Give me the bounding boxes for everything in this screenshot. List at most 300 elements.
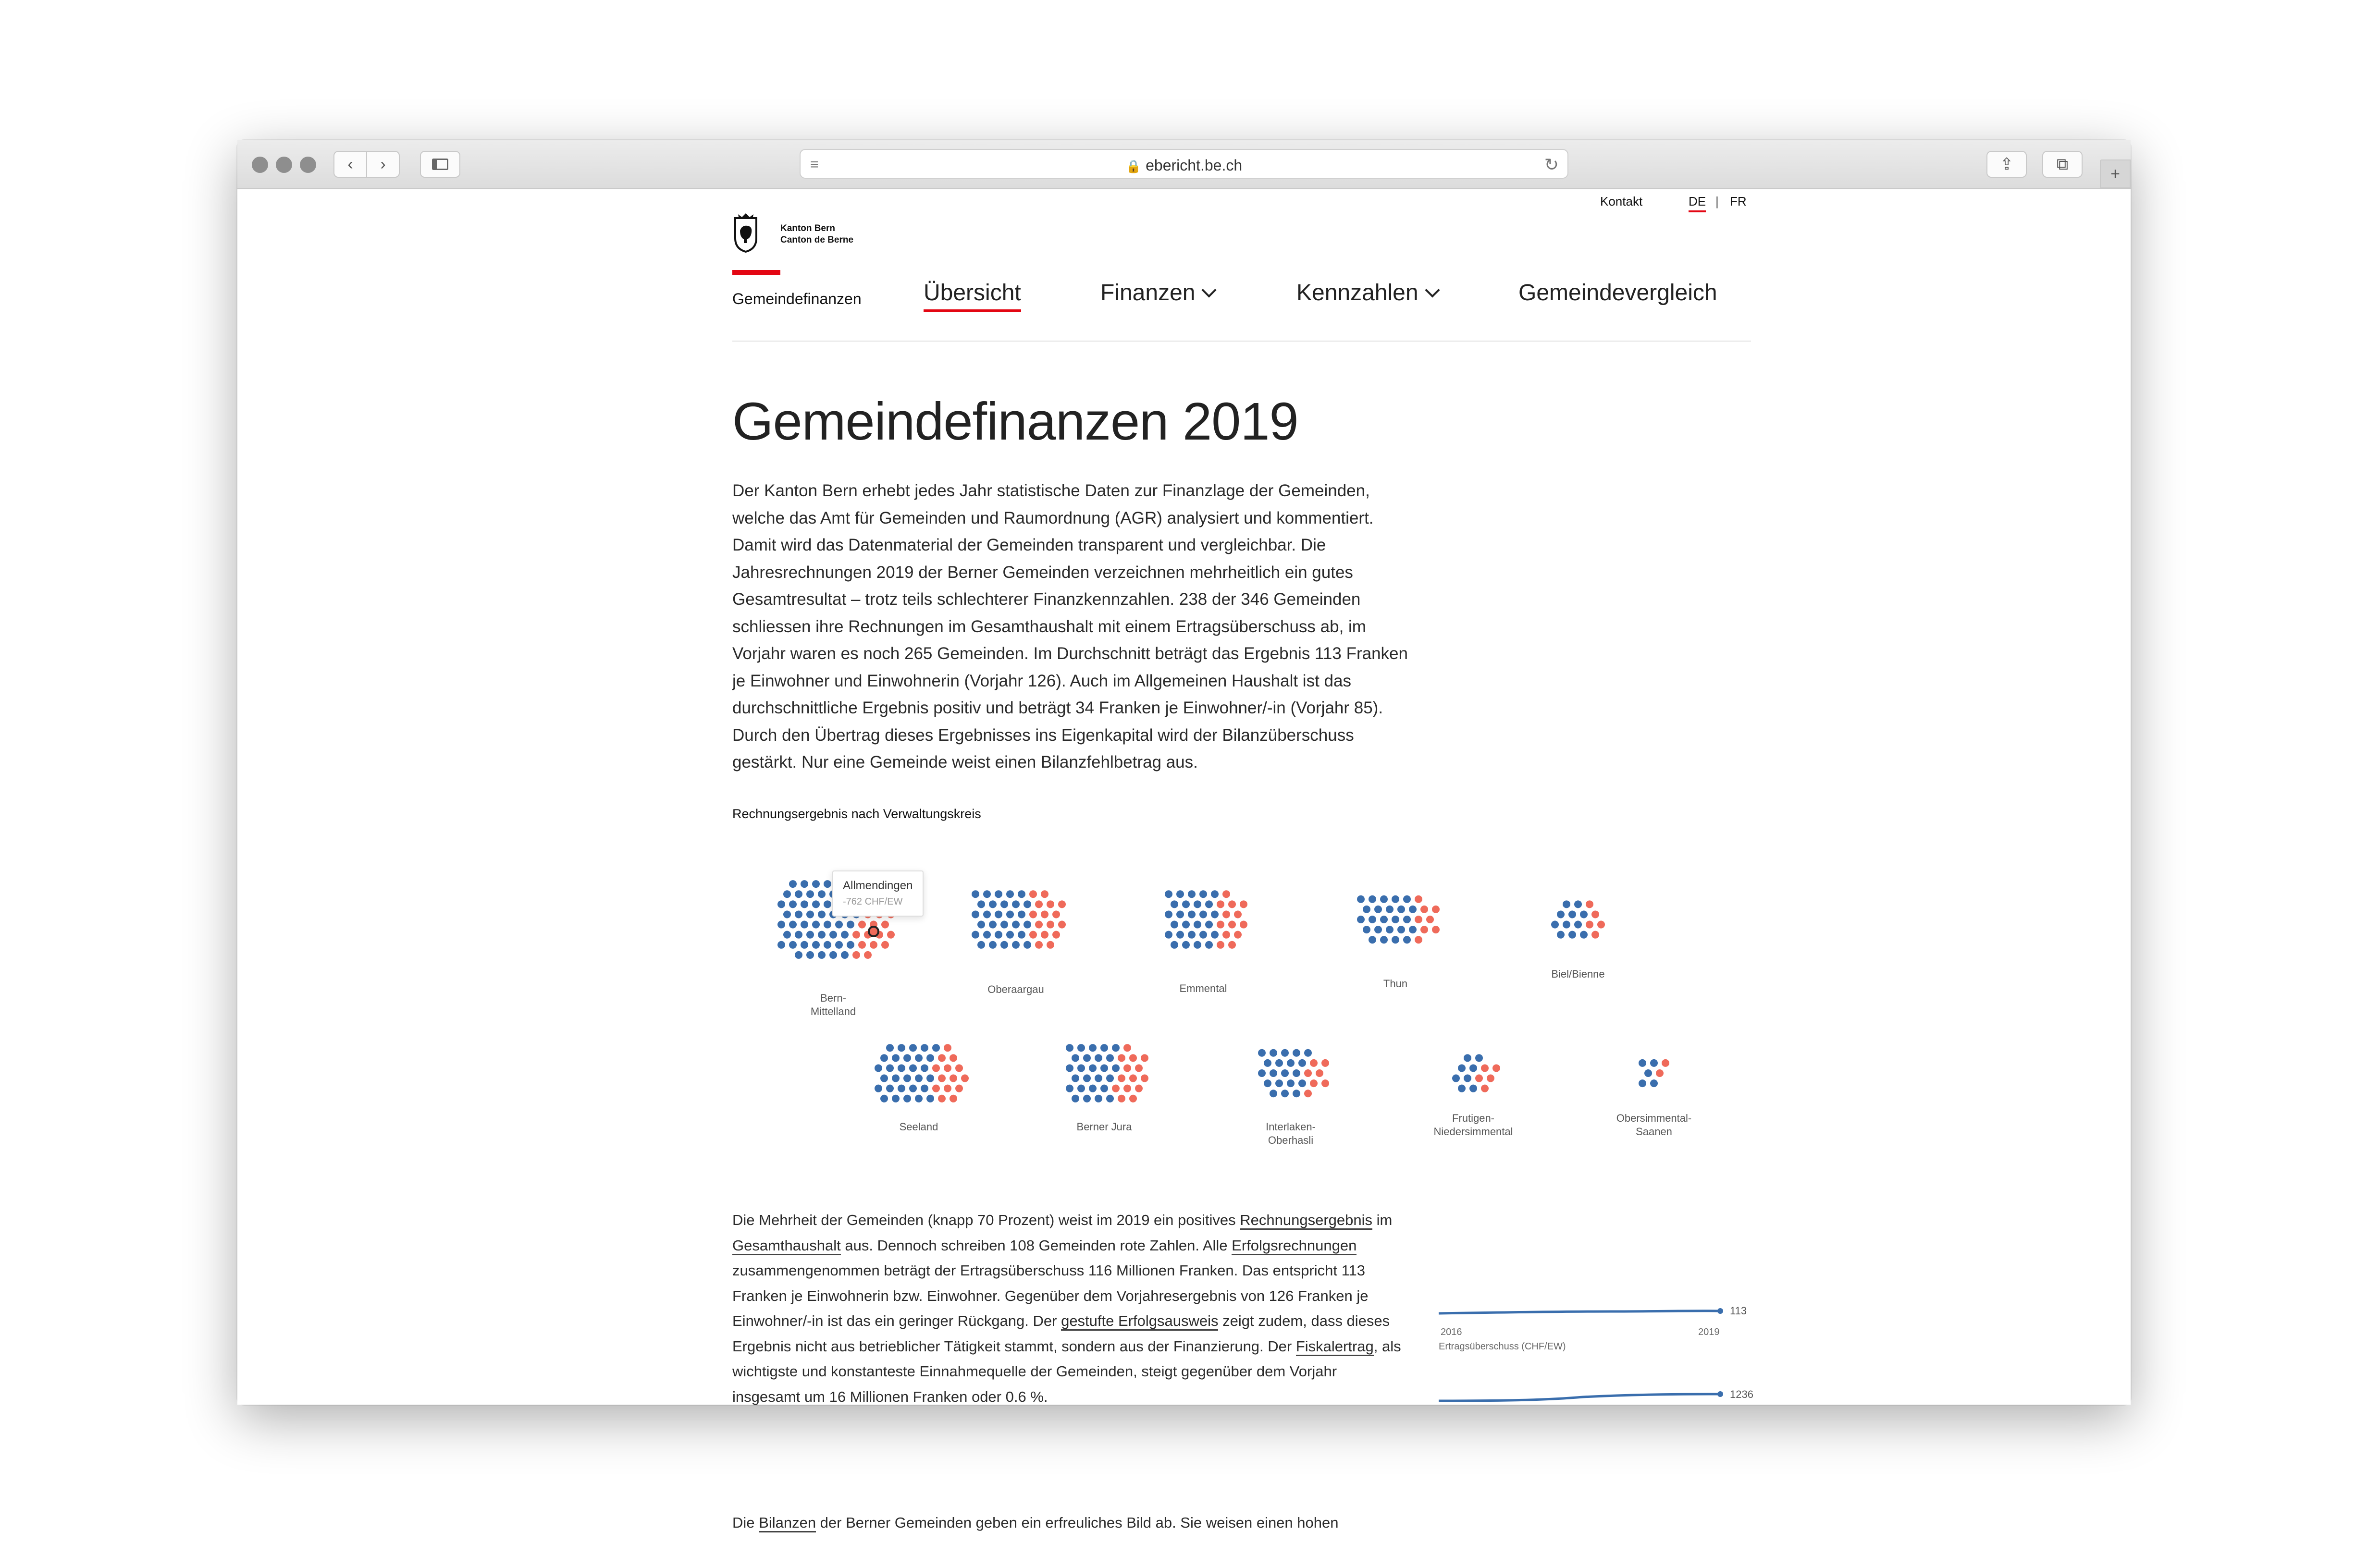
- municipality-dot-negative[interactable]: [1058, 921, 1066, 929]
- municipality-dot-positive[interactable]: [1258, 1069, 1266, 1077]
- municipality-dot-positive[interactable]: [1363, 906, 1370, 913]
- municipality-dot-negative[interactable]: [1415, 916, 1422, 923]
- municipality-dot-positive[interactable]: [972, 931, 979, 939]
- municipality-dot-positive[interactable]: [983, 931, 991, 939]
- tabs-overview-button[interactable]: [2042, 151, 2083, 178]
- municipality-dot-positive[interactable]: [829, 951, 837, 959]
- municipality-dot-positive[interactable]: [1270, 1090, 1277, 1097]
- municipality-dot-positive[interactable]: [1188, 931, 1196, 939]
- municipality-dot-negative[interactable]: [870, 941, 877, 949]
- municipality-dot-positive[interactable]: [801, 880, 808, 888]
- municipality-dot-positive[interactable]: [1112, 1064, 1120, 1072]
- municipality-dot-negative[interactable]: [1035, 900, 1043, 908]
- municipality-dot-positive[interactable]: [1072, 1095, 1079, 1102]
- municipality-dot-negative[interactable]: [1123, 1085, 1131, 1092]
- municipality-dot-positive[interactable]: [1012, 941, 1020, 949]
- nav-finanzen[interactable]: Finanzen: [1100, 280, 1214, 306]
- municipality-dot-positive[interactable]: [1089, 1085, 1097, 1092]
- municipality-dot-positive[interactable]: [898, 1064, 905, 1072]
- municipality-dot-positive[interactable]: [789, 880, 797, 888]
- lang-fr-link[interactable]: FR: [1730, 194, 1747, 208]
- municipality-dot-positive[interactable]: [783, 931, 791, 939]
- new-tab-button[interactable]: [2100, 159, 2131, 188]
- municipality-dot-positive[interactable]: [1100, 1085, 1108, 1092]
- municipality-dot-negative[interactable]: [1047, 941, 1054, 949]
- nav-uebersicht[interactable]: Übersicht: [924, 280, 1021, 306]
- municipality-dot-positive[interactable]: [1304, 1049, 1312, 1057]
- glossary-link[interactable]: Rechnungsergebnis: [1240, 1212, 1372, 1230]
- municipality-dot-positive[interactable]: [915, 1075, 923, 1082]
- municipality-dot-positive[interactable]: [1018, 910, 1025, 918]
- municipality-dot-negative[interactable]: [1481, 1064, 1489, 1072]
- municipality-dot-positive[interactable]: [1275, 1079, 1283, 1087]
- municipality-dot-positive[interactable]: [977, 941, 985, 949]
- municipality-dot-negative[interactable]: [1112, 1085, 1120, 1092]
- municipality-dot-negative[interactable]: [1234, 931, 1242, 939]
- municipality-dot-positive[interactable]: [795, 951, 802, 959]
- municipality-dot-positive[interactable]: [983, 890, 991, 898]
- municipality-dot-negative[interactable]: [944, 1044, 951, 1052]
- municipality-dot-positive[interactable]: [824, 941, 831, 949]
- municipality-dot-positive[interactable]: [1024, 941, 1031, 949]
- municipality-dot-negative[interactable]: [1234, 910, 1242, 918]
- municipality-dot-negative[interactable]: [1475, 1075, 1483, 1082]
- municipality-dot-positive[interactable]: [1000, 900, 1008, 908]
- municipality-dot-negative[interactable]: [1129, 1075, 1137, 1082]
- municipality-dot-negative[interactable]: [881, 921, 889, 929]
- municipality-dot-negative[interactable]: [1217, 921, 1224, 929]
- municipality-dot-positive[interactable]: [1018, 931, 1025, 939]
- municipality-dot-negative[interactable]: [1304, 1090, 1312, 1097]
- municipality-dot-negative[interactable]: [961, 1075, 969, 1082]
- municipality-dot-negative[interactable]: [1432, 926, 1440, 933]
- municipality-dot-positive[interactable]: [880, 1054, 888, 1062]
- municipality-dot-negative[interactable]: [1041, 910, 1048, 918]
- municipality-dot-positive[interactable]: [1287, 1079, 1295, 1087]
- municipality-dot-positive[interactable]: [1650, 1079, 1658, 1087]
- municipality-dot-positive[interactable]: [812, 900, 820, 908]
- municipality-dot-positive[interactable]: [915, 1095, 923, 1102]
- municipality-dot-positive[interactable]: [1095, 1095, 1102, 1102]
- municipality-dot-positive[interactable]: [1374, 926, 1382, 933]
- municipality-dot-positive[interactable]: [921, 1044, 928, 1052]
- municipality-dot-positive[interactable]: [995, 931, 1002, 939]
- municipality-dot-positive[interactable]: [841, 931, 849, 939]
- contact-link[interactable]: Kontakt: [1600, 194, 1643, 208]
- municipality-dot-negative[interactable]: [944, 1064, 951, 1072]
- municipality-dot-positive[interactable]: [1012, 921, 1020, 929]
- municipality-dot-negative[interactable]: [1432, 906, 1440, 913]
- municipality-dot-positive[interactable]: [977, 921, 985, 929]
- municipality-dot-positive[interactable]: [835, 941, 843, 949]
- municipality-dot-positive[interactable]: [1574, 921, 1582, 929]
- municipality-dot-positive[interactable]: [1380, 895, 1388, 903]
- reload-icon[interactable]: ↻: [1544, 155, 1559, 174]
- municipality-dot-positive[interactable]: [989, 900, 997, 908]
- municipality-dot-negative[interactable]: [1141, 1054, 1148, 1062]
- municipality-dot-positive[interactable]: [1264, 1059, 1271, 1067]
- municipality-dot-positive[interactable]: [1000, 941, 1008, 949]
- municipality-dot-negative[interactable]: [1029, 890, 1037, 898]
- municipality-dot-negative[interactable]: [1047, 900, 1054, 908]
- municipality-dot-negative[interactable]: [1228, 900, 1236, 908]
- municipality-dot-negative[interactable]: [1304, 1069, 1312, 1077]
- municipality-dot-positive[interactable]: [1066, 1085, 1073, 1092]
- municipality-dot-positive[interactable]: [1006, 890, 1014, 898]
- municipality-dot-positive[interactable]: [1165, 890, 1172, 898]
- municipality-dot-positive[interactable]: [1182, 900, 1190, 908]
- municipality-dot-positive[interactable]: [1095, 1054, 1102, 1062]
- municipality-dot-positive[interactable]: [812, 921, 820, 929]
- municipality-dot-positive[interactable]: [1211, 910, 1219, 918]
- municipality-dot-positive[interactable]: [977, 900, 985, 908]
- municipality-dot-negative[interactable]: [1415, 936, 1422, 943]
- municipality-dot-positive[interactable]: [903, 1095, 911, 1102]
- municipality-dot-positive[interactable]: [1072, 1075, 1079, 1082]
- municipality-dot-positive[interactable]: [909, 1064, 917, 1072]
- municipality-dot-positive[interactable]: [806, 890, 814, 898]
- municipality-dot-negative[interactable]: [1029, 910, 1037, 918]
- municipality-dot-negative[interactable]: [938, 1075, 946, 1082]
- municipality-dot-negative[interactable]: [950, 1095, 957, 1102]
- municipality-dot-positive[interactable]: [1409, 926, 1417, 933]
- municipality-dot-positive[interactable]: [1281, 1049, 1289, 1057]
- municipality-dot-positive[interactable]: [783, 910, 791, 918]
- municipality-dot-negative[interactable]: [1129, 1054, 1137, 1062]
- municipality-dot-negative[interactable]: [950, 1054, 957, 1062]
- municipality-dot-positive[interactable]: [829, 931, 837, 939]
- municipality-dot-positive[interactable]: [1469, 1064, 1477, 1072]
- municipality-dot-positive[interactable]: [1194, 941, 1201, 949]
- municipality-dot-positive[interactable]: [1563, 921, 1570, 929]
- municipality-dot-positive[interactable]: [1403, 936, 1411, 943]
- municipality-dot-positive[interactable]: [1386, 906, 1394, 913]
- municipality-dot-positive[interactable]: [1551, 921, 1559, 929]
- municipality-dot-positive[interactable]: [1100, 1064, 1108, 1072]
- municipality-dot-positive[interactable]: [1199, 910, 1207, 918]
- municipality-dot-negative[interactable]: [852, 931, 860, 939]
- municipality-dot-negative[interactable]: [1487, 1075, 1494, 1082]
- municipality-dot-positive[interactable]: [909, 1044, 917, 1052]
- municipality-dot-negative[interactable]: [1481, 1085, 1489, 1092]
- municipality-dot-positive[interactable]: [1112, 1044, 1120, 1052]
- municipality-dot-negative[interactable]: [1222, 890, 1230, 898]
- municipality-dot-positive[interactable]: [841, 951, 849, 959]
- highlighted-municipality-dot[interactable]: [869, 927, 878, 936]
- municipality-dot-positive[interactable]: [1397, 906, 1405, 913]
- municipality-dot-positive[interactable]: [1464, 1075, 1471, 1082]
- municipality-dot-positive[interactable]: [1650, 1059, 1658, 1067]
- municipality-dot-positive[interactable]: [1018, 890, 1025, 898]
- glossary-link[interactable]: Fiskalertrag: [1296, 1338, 1374, 1356]
- municipality-dot-positive[interactable]: [1072, 1054, 1079, 1062]
- municipality-dot-positive[interactable]: [1458, 1064, 1466, 1072]
- municipality-dot-negative[interactable]: [1123, 1064, 1131, 1072]
- municipality-dot-positive[interactable]: [1077, 1064, 1085, 1072]
- municipality-dot-positive[interactable]: [1568, 931, 1576, 939]
- municipality-dot-positive[interactable]: [777, 900, 785, 908]
- municipality-dot-positive[interactable]: [1392, 916, 1399, 923]
- municipality-dot-positive[interactable]: [1106, 1095, 1114, 1102]
- municipality-dot-positive[interactable]: [789, 941, 797, 949]
- municipality-dot-positive[interactable]: [1580, 931, 1588, 939]
- brand-link[interactable]: Gemeindefinanzen: [732, 290, 862, 307]
- municipality-dot-positive[interactable]: [1066, 1064, 1073, 1072]
- municipality-dot-negative[interactable]: [955, 1085, 963, 1092]
- municipality-dot-positive[interactable]: [1077, 1085, 1085, 1092]
- municipality-dot-positive[interactable]: [847, 921, 854, 929]
- municipality-dot-negative[interactable]: [1118, 1095, 1125, 1102]
- municipality-dot-positive[interactable]: [777, 941, 785, 949]
- municipality-dot-positive[interactable]: [1270, 1069, 1277, 1077]
- municipality-dot-positive[interactable]: [818, 951, 826, 959]
- glossary-link[interactable]: Bilanzen: [759, 1514, 816, 1532]
- municipality-dot-positive[interactable]: [1369, 936, 1376, 943]
- municipality-dot-positive[interactable]: [1171, 900, 1178, 908]
- municipality-dot-positive[interactable]: [1475, 1054, 1483, 1062]
- municipality-dot-negative[interactable]: [1118, 1075, 1125, 1082]
- municipality-dot-positive[interactable]: [1380, 916, 1388, 923]
- nav-gemeindevergleich[interactable]: Gemeindevergleich: [1518, 280, 1717, 306]
- municipality-dot-positive[interactable]: [812, 880, 820, 888]
- municipality-dot-positive[interactable]: [1469, 1085, 1477, 1092]
- municipality-dot-positive[interactable]: [1095, 1075, 1102, 1082]
- municipality-dot-positive[interactable]: [824, 900, 831, 908]
- municipality-dot-positive[interactable]: [1369, 895, 1376, 903]
- address-bar[interactable]: [800, 149, 1568, 179]
- glossary-link[interactable]: gestufte Erfolgsausweis: [1061, 1312, 1218, 1331]
- municipality-dot-positive[interactable]: [806, 910, 814, 918]
- municipality-dot-positive[interactable]: [1171, 921, 1178, 929]
- municipality-dot-negative[interactable]: [944, 1085, 951, 1092]
- municipality-dot-negative[interactable]: [1310, 1059, 1318, 1067]
- municipality-dot-positive[interactable]: [1211, 931, 1219, 939]
- municipality-dot-positive[interactable]: [886, 1064, 894, 1072]
- glossary-link[interactable]: Gesamthaushalt: [732, 1237, 841, 1255]
- municipality-dot-negative[interactable]: [1041, 931, 1048, 939]
- municipality-dot-negative[interactable]: [1129, 1095, 1137, 1102]
- municipality-dot-positive[interactable]: [1006, 931, 1014, 939]
- municipality-dot-positive[interactable]: [783, 890, 791, 898]
- municipality-dot-positive[interactable]: [795, 931, 802, 939]
- municipality-dot-negative[interactable]: [1426, 916, 1434, 923]
- municipality-dot-positive[interactable]: [1188, 910, 1196, 918]
- glossary-link[interactable]: Erfolgsrechnungen: [1232, 1237, 1357, 1255]
- municipality-dot-positive[interactable]: [1281, 1090, 1289, 1097]
- municipality-dot-positive[interactable]: [926, 1075, 934, 1082]
- municipality-dot-positive[interactable]: [795, 890, 802, 898]
- municipality-dot-positive[interactable]: [1386, 926, 1394, 933]
- municipality-dot-negative[interactable]: [1217, 941, 1224, 949]
- municipality-dot-negative[interactable]: [955, 1064, 963, 1072]
- municipality-dot-positive[interactable]: [886, 1044, 894, 1052]
- municipality-dot-positive[interactable]: [824, 880, 831, 888]
- municipality-dot-negative[interactable]: [1662, 1059, 1669, 1067]
- municipality-dot-positive[interactable]: [1397, 926, 1405, 933]
- municipality-dot-positive[interactable]: [1066, 1044, 1073, 1052]
- municipality-dot-positive[interactable]: [903, 1075, 911, 1082]
- municipality-dot-positive[interactable]: [801, 921, 808, 929]
- municipality-dot-negative[interactable]: [1029, 931, 1037, 939]
- municipality-dot-positive[interactable]: [806, 951, 814, 959]
- municipality-dot-negative[interactable]: [1135, 1085, 1143, 1092]
- municipality-dot-positive[interactable]: [1176, 890, 1184, 898]
- municipality-dot-negative[interactable]: [852, 951, 860, 959]
- municipality-dot-positive[interactable]: [892, 1095, 900, 1102]
- zoom-window-button[interactable]: [300, 157, 316, 173]
- municipality-dot-positive[interactable]: [1024, 900, 1031, 908]
- municipality-dot-positive[interactable]: [1083, 1095, 1091, 1102]
- municipality-dot-positive[interactable]: [915, 1054, 923, 1062]
- municipality-dot-positive[interactable]: [1165, 931, 1172, 939]
- municipality-dot-positive[interactable]: [1458, 1085, 1466, 1092]
- municipality-dot-negative[interactable]: [1228, 941, 1236, 949]
- municipality-dot-positive[interactable]: [1298, 1059, 1306, 1067]
- municipality-dot-positive[interactable]: [801, 941, 808, 949]
- municipality-dot-positive[interactable]: [1000, 921, 1008, 929]
- close-window-button[interactable]: [252, 157, 268, 173]
- municipality-dot-negative[interactable]: [1420, 906, 1428, 913]
- municipality-dot-positive[interactable]: [995, 910, 1002, 918]
- municipality-dot-positive[interactable]: [835, 921, 843, 929]
- municipality-dot-negative[interactable]: [1035, 941, 1043, 949]
- municipality-dot-positive[interactable]: [818, 910, 826, 918]
- municipality-dot-negative[interactable]: [1222, 910, 1230, 918]
- municipality-dot-positive[interactable]: [1363, 926, 1370, 933]
- municipality-dot-negative[interactable]: [932, 1064, 940, 1072]
- municipality-dot-positive[interactable]: [789, 921, 797, 929]
- municipality-dot-positive[interactable]: [1298, 1079, 1306, 1087]
- municipality-dot-positive[interactable]: [903, 1054, 911, 1062]
- municipality-dot-negative[interactable]: [1047, 921, 1054, 929]
- municipality-dot-positive[interactable]: [898, 1085, 905, 1092]
- municipality-dot-positive[interactable]: [1194, 921, 1201, 929]
- municipality-dot-negative[interactable]: [1052, 910, 1060, 918]
- municipality-dot-positive[interactable]: [1258, 1049, 1266, 1057]
- municipality-dot-positive[interactable]: [886, 1085, 894, 1092]
- municipality-dot-positive[interactable]: [1205, 941, 1213, 949]
- municipality-dot-positive[interactable]: [875, 1064, 882, 1072]
- municipality-dot-positive[interactable]: [1557, 910, 1565, 918]
- municipality-dot-negative[interactable]: [1222, 931, 1230, 939]
- municipality-dot-negative[interactable]: [858, 921, 866, 929]
- municipality-dot-negative[interactable]: [1228, 921, 1236, 929]
- municipality-dot-positive[interactable]: [1357, 916, 1365, 923]
- municipality-dot-positive[interactable]: [880, 1075, 888, 1082]
- municipality-dot-positive[interactable]: [1106, 1075, 1114, 1082]
- municipality-dot-positive[interactable]: [1106, 1054, 1114, 1062]
- municipality-dot-positive[interactable]: [1205, 921, 1213, 929]
- municipality-dot-positive[interactable]: [1293, 1049, 1300, 1057]
- municipality-dot-positive[interactable]: [1199, 931, 1207, 939]
- municipality-dot-positive[interactable]: [989, 921, 997, 929]
- municipality-dot-negative[interactable]: [1052, 931, 1060, 939]
- municipality-dot-negative[interactable]: [887, 931, 895, 939]
- municipality-dot-positive[interactable]: [1100, 1044, 1108, 1052]
- municipality-dot-positive[interactable]: [824, 921, 831, 929]
- municipality-dot-negative[interactable]: [1240, 921, 1247, 929]
- municipality-dot-negative[interactable]: [1415, 895, 1422, 903]
- municipality-dot-positive[interactable]: [983, 910, 991, 918]
- municipality-dot-positive[interactable]: [1392, 895, 1399, 903]
- municipality-dot-positive[interactable]: [1293, 1069, 1300, 1077]
- municipality-dot-positive[interactable]: [1403, 895, 1411, 903]
- municipality-dot-positive[interactable]: [1293, 1090, 1300, 1097]
- municipality-dot-positive[interactable]: [1639, 1079, 1646, 1087]
- municipality-dot-positive[interactable]: [1089, 1064, 1097, 1072]
- municipality-dot-positive[interactable]: [1024, 921, 1031, 929]
- municipality-dot-positive[interactable]: [1264, 1079, 1271, 1087]
- municipality-dot-negative[interactable]: [1591, 931, 1599, 939]
- municipality-dot-positive[interactable]: [801, 900, 808, 908]
- back-button[interactable]: [333, 151, 367, 178]
- municipality-dot-positive[interactable]: [1409, 906, 1417, 913]
- municipality-dot-positive[interactable]: [1369, 916, 1376, 923]
- municipality-dot-positive[interactable]: [1182, 941, 1190, 949]
- municipality-dot-negative[interactable]: [1041, 890, 1048, 898]
- municipality-dot-negative[interactable]: [1586, 921, 1593, 929]
- municipality-dot-negative[interactable]: [1240, 900, 1247, 908]
- municipality-dot-negative[interactable]: [864, 951, 872, 959]
- municipality-dot-positive[interactable]: [1077, 1044, 1085, 1052]
- municipality-dot-positive[interactable]: [1089, 1044, 1097, 1052]
- municipality-dot-positive[interactable]: [1568, 910, 1576, 918]
- municipality-dot-positive[interactable]: [1287, 1059, 1295, 1067]
- municipality-dot-negative[interactable]: [1420, 926, 1428, 933]
- municipality-dot-positive[interactable]: [1403, 916, 1411, 923]
- municipality-dot-positive[interactable]: [1464, 1054, 1471, 1062]
- municipality-dot-positive[interactable]: [898, 1044, 905, 1052]
- municipality-dot-positive[interactable]: [818, 931, 826, 939]
- municipality-dot-positive[interactable]: [777, 921, 785, 929]
- municipality-dot-positive[interactable]: [1188, 890, 1196, 898]
- municipality-dot-negative[interactable]: [1135, 1064, 1143, 1072]
- municipality-dot-negative[interactable]: [938, 1054, 946, 1062]
- forward-button[interactable]: [366, 151, 400, 178]
- municipality-dot-positive[interactable]: [972, 910, 979, 918]
- municipality-dot-positive[interactable]: [1083, 1075, 1091, 1082]
- municipality-dot-negative[interactable]: [950, 1075, 957, 1082]
- municipality-dot-negative[interactable]: [1316, 1069, 1323, 1077]
- municipality-dot-positive[interactable]: [1357, 895, 1365, 903]
- municipality-dot-negative[interactable]: [1656, 1069, 1664, 1077]
- municipality-dot-positive[interactable]: [1392, 936, 1399, 943]
- municipality-dot-positive[interactable]: [1171, 941, 1178, 949]
- municipality-dot-positive[interactable]: [1275, 1059, 1283, 1067]
- municipality-dot-negative[interactable]: [881, 941, 889, 949]
- municipality-dot-positive[interactable]: [1083, 1054, 1091, 1062]
- municipality-dot-positive[interactable]: [1281, 1069, 1289, 1077]
- municipality-dot-positive[interactable]: [789, 900, 797, 908]
- minimize-window-button[interactable]: [276, 157, 292, 173]
- municipality-dot-positive[interactable]: [1211, 890, 1219, 898]
- lang-de-link[interactable]: DE: [1689, 194, 1706, 209]
- municipality-dot-positive[interactable]: [1270, 1049, 1277, 1057]
- municipality-dot-positive[interactable]: [972, 890, 979, 898]
- municipality-dot-negative[interactable]: [1141, 1075, 1148, 1082]
- municipality-dot-negative[interactable]: [1118, 1054, 1125, 1062]
- municipality-dot-negative[interactable]: [1591, 910, 1599, 918]
- municipality-dot-positive[interactable]: [1182, 921, 1190, 929]
- municipality-dot-positive[interactable]: [989, 941, 997, 949]
- municipality-dot-negative[interactable]: [1123, 1044, 1131, 1052]
- municipality-dot-negative[interactable]: [938, 1095, 946, 1102]
- municipality-dot-positive[interactable]: [932, 1044, 940, 1052]
- municipality-dot-positive[interactable]: [921, 1064, 928, 1072]
- municipality-dot-negative[interactable]: [1058, 900, 1066, 908]
- municipality-dot-positive[interactable]: [909, 1085, 917, 1092]
- municipality-dot-positive[interactable]: [1205, 900, 1213, 908]
